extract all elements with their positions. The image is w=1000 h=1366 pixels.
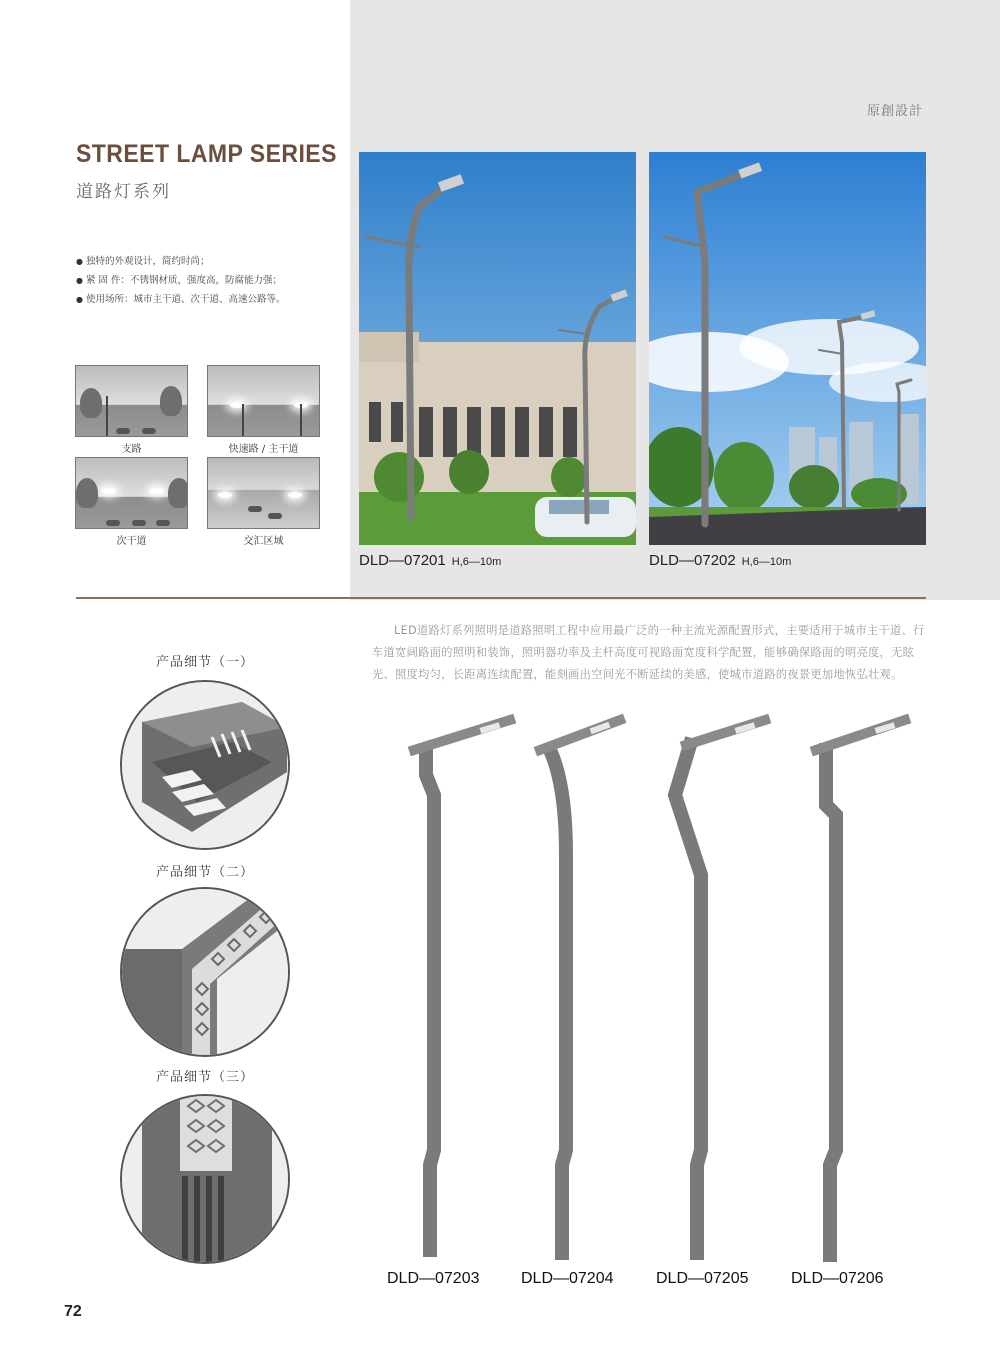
pole-model-07204: DLD—07204 (521, 1270, 614, 1287)
feature-item: ● 独特的外观设计，简约时尚； (76, 252, 286, 271)
pole-model-07203: DLD—07203 (387, 1270, 480, 1287)
feature-list (76, 252, 286, 309)
height-spec: H,6—10m (451, 556, 502, 568)
section-divider (76, 597, 926, 599)
page-subtitle: 道路灯系列 (76, 182, 171, 202)
detail-title-1: 产品细节（一） (155, 655, 254, 670)
pole-model-07206: DLD—07206 (791, 1270, 884, 1287)
scene-thumbnail-secondary-road (75, 457, 188, 529)
scene-label: 次干道 (116, 536, 147, 547)
page-number: 72 (64, 1303, 82, 1320)
model-caption-07202 (649, 552, 791, 569)
scene-thumbnail-intersection (207, 457, 320, 529)
model-number: DLD—07201 (359, 552, 446, 569)
detail-title-2: 产品细节（二） (155, 865, 254, 880)
header-tag: 原創設計 (866, 104, 923, 119)
scene-thumbnail-branch-road (75, 365, 188, 437)
scene-label: 快速路 / 主干道 (228, 444, 299, 455)
height-spec: H,6—10m (741, 556, 792, 568)
product-photo-07201 (359, 152, 636, 545)
scene-thumbnail-expressway (207, 365, 320, 437)
scene-label: 支路 (121, 444, 142, 455)
feature-item: ● 紧 固 件：不锈钢材质，强度高，防腐能力强； (76, 271, 286, 290)
detail-image-1 (120, 680, 290, 850)
scene-label: 交汇区域 (243, 536, 284, 547)
page-title: STREET LAMP SERIES (76, 140, 337, 168)
product-photo-07202 (649, 152, 926, 545)
feature-item: ● 使用场所：城市主干道、次干道、高速公路等。 (76, 290, 286, 309)
detail-image-3 (120, 1094, 290, 1264)
pole-model-07205: DLD—07205 (656, 1270, 749, 1287)
pole-illustrations (400, 705, 920, 1265)
product-description: LED道路灯系列照明是道路照明工程中应用最广泛的一种主流光源配置形式，主要适用于城市主干道、行车道宽阔路面的照明和装饰，照明器功率及主杆高度可视路面宽度科学配置，能够确保路面的明亮度，无眩光、照度均匀，长距离连续配置，能刻画出空间光不断延续的美感，使城市道路的夜景更加地恢弘壮观。 (372, 624, 925, 681)
detail-image-2 (120, 887, 290, 1057)
model-number: DLD—07202 (649, 552, 736, 569)
detail-title-3: 产品细节（三） (155, 1070, 254, 1085)
model-caption-07201 (359, 552, 501, 569)
